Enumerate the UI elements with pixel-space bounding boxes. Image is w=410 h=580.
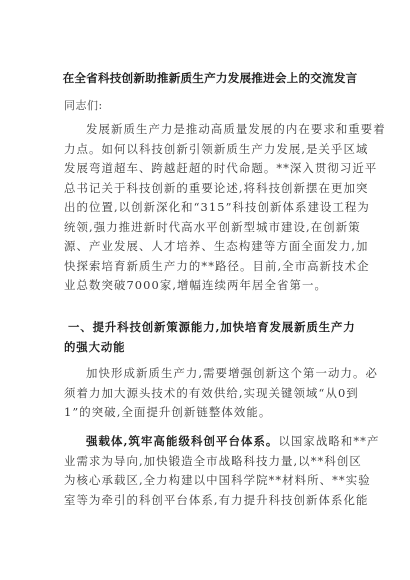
paragraph-lead: 强载体,筑牢高能级科创平台体系。 (86, 434, 279, 448)
paragraph-line: 1”的突破,全面提升创新链整体效能。 (64, 405, 272, 419)
paragraph-line (64, 432, 380, 452)
paragraph-line: 业总数突破7000家,增幅连续两年居全省第一。 (64, 278, 327, 292)
paragraph-line: 室等为牵引的科创平台体系,有力提升科技创新体系化能 (64, 492, 369, 507)
paragraph-line: 业需求为导向,加快锻造全市战略科技力量,以**科创区 (64, 453, 362, 468)
paragraph-lead-rest: 以国家战略和**产 (278, 434, 380, 448)
paragraph-line: 快探索培育新质生产力的**路径。目前,全市高新技术企 (64, 258, 370, 273)
paragraph-line: 须着力加大源头技术的有效供给,实现关键领域“从0到 (64, 385, 359, 400)
paragraph-line: 统领,强力推进新时代高水平创新型城市建设,在创新策 (64, 219, 361, 234)
paragraph-line: 发展新质生产力是推动高质量发展的内在要求和重要着 (86, 122, 386, 136)
paragraph-line: 源、产业发展、人才培养、生态构建等方面全面发力,加 (64, 239, 369, 253)
greeting: 同志们: (64, 99, 103, 112)
paragraph-line: 出的位置,以创新深化和“315”科技创新体系建设工程为 (64, 200, 370, 214)
paragraph-3 (64, 432, 380, 510)
paragraph-line: 总书记关于科技创新的重要论述,将科技创新摆在更加突 (64, 180, 369, 195)
paragraph-1 (64, 120, 386, 296)
paragraph-line: 为核心承载区,全力构建以中国科学院**材料所、**实验 (64, 473, 371, 487)
paragraph-2 (64, 364, 379, 423)
paragraph-line: 加快形成新质生产力,需要增强创新这个第一动力。必 (86, 366, 379, 380)
paragraph-line: 力点。如何以科技创新引领新质生产力发展,是关乎区域 (64, 141, 369, 156)
document-title: 在全省科技创新助推新质生产力发展推进会上的交流发言 (62, 71, 358, 85)
heading-line: 的强大动能 (64, 339, 126, 354)
heading-line: 一、提升科技创新策源能力,加快培育发展新质生产力 (68, 320, 356, 334)
section-heading-1 (64, 318, 354, 357)
paragraph-line: 发展弯道超车、跨越赶超的时代命题。**深入贯彻习近平 (64, 161, 378, 175)
